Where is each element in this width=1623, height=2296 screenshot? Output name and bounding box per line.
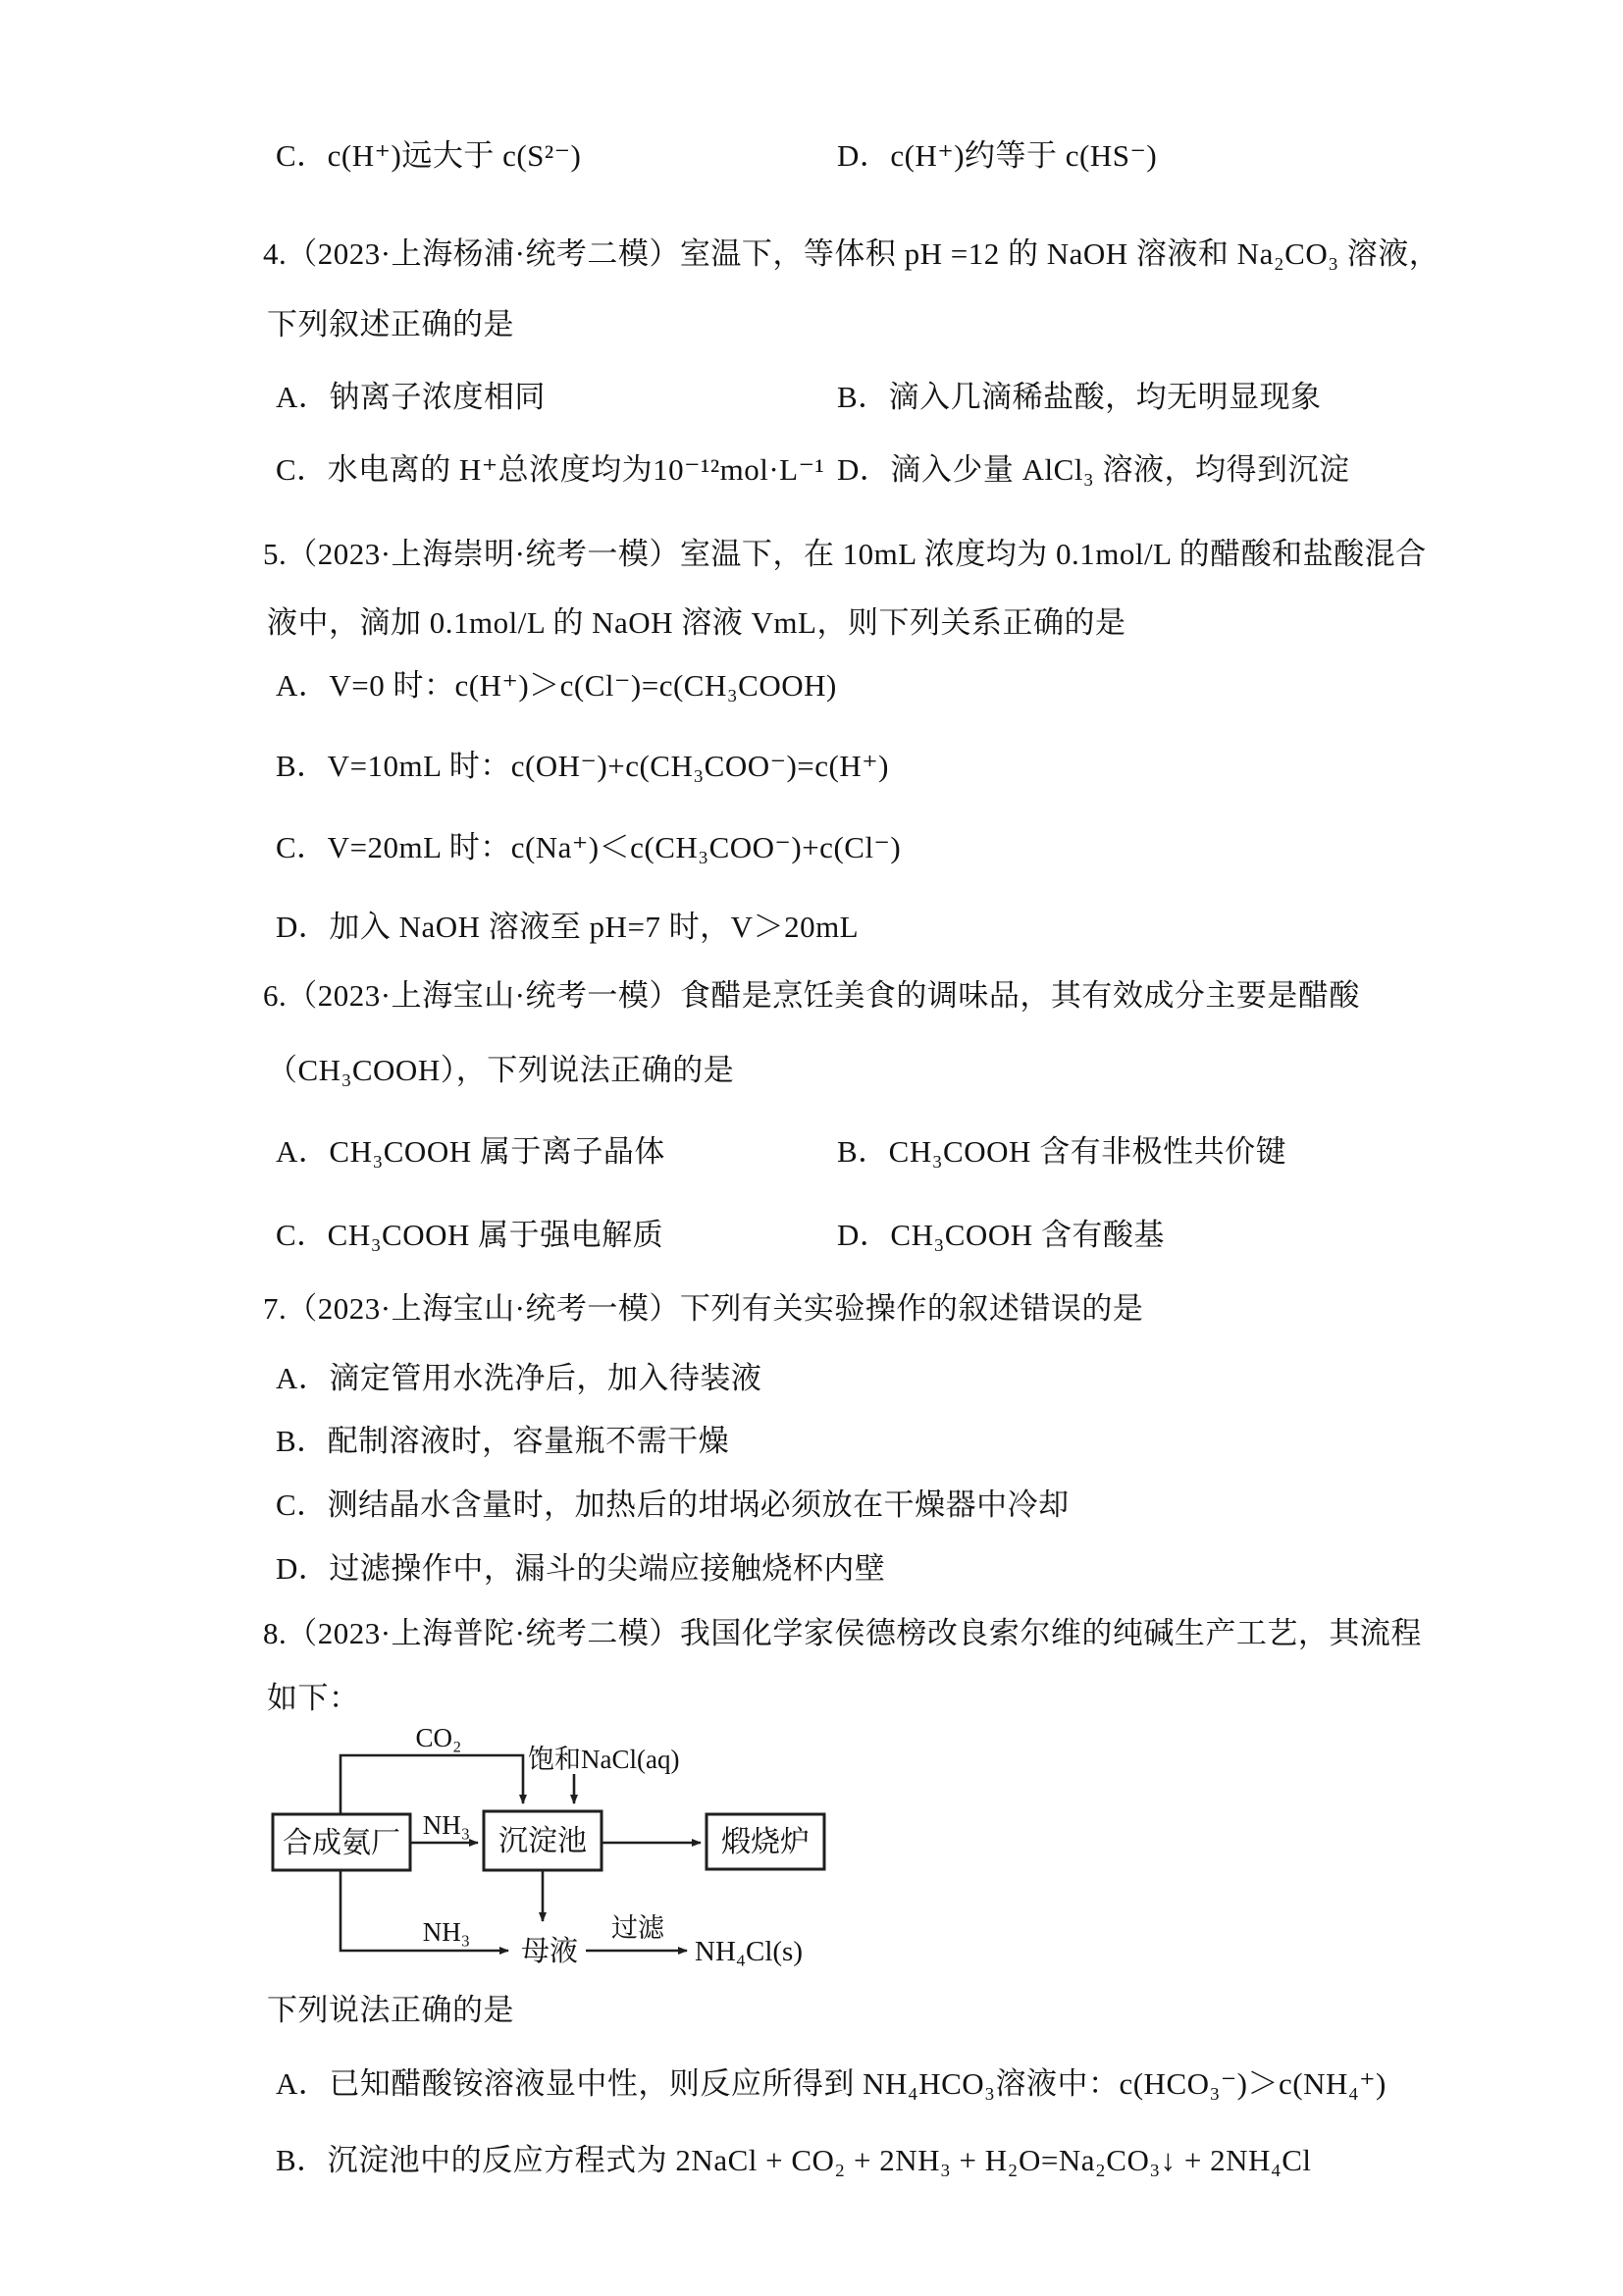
q7-option-c: C．测结晶水含量时，加热后的坩埚必须放在干燥器中冷却	[276, 1487, 1070, 1522]
nacl-feed-label: 饱和NaCl(aq)	[528, 1745, 680, 1774]
nh4cl-product-label: NH₄Cl(s)	[695, 1936, 803, 1967]
q4-option-d: D．滴入少量 AlCl₃ 溶液，均得到沉淀	[837, 452, 1350, 487]
q7-stem-line1: 7.（2023·上海宝山·统考一模）下列有关实验操作的叙述错误的是	[263, 1291, 1144, 1326]
q5-stem-line1: 5.（2023·上海崇明·统考一模）室温下，在 10mL 浓度均为 0.1mol/L 的醋酸和盐酸混合	[263, 537, 1427, 571]
q6-option-d: D．CH₃COOH 含有酸基	[837, 1218, 1165, 1252]
q3-option-d: D．c(H⁺)约等于 c(HS⁻)	[837, 138, 1158, 173]
q8-stem-line1: 8.（2023·上海普陀·统考二模）我国化学家侯德榜改良索尔维的纯碱生产工艺，其流程	[263, 1616, 1422, 1650]
q8-stem-line2: 如下：	[267, 1681, 360, 1715]
co2-label: CO₂	[415, 1723, 462, 1752]
q4-option-b: B．滴入几滴稀盐酸，均无明显现象	[837, 380, 1322, 414]
mother-liquor-label: 母液	[520, 1936, 579, 1967]
q8-option-b: B．沉淀池中的反应方程式为 2NaCl + CO₂ + 2NH₃ + H₂O=Na₂CO₃↓ + 2NH₄Cl	[276, 2143, 1312, 2177]
q6-stem-line1: 6.（2023·上海宝山·统考一模）食醋是烹饪美食的调味品，其有效成分主要是醋酸	[263, 978, 1360, 1013]
q8-lead-in: 下列说法正确的是	[267, 1993, 514, 2027]
q6-stem-line2: （CH₃COOH），下列说法正确的是	[267, 1053, 735, 1087]
filter-label: 过滤	[611, 1913, 664, 1943]
q5-option-b: B．V=10mL 时：c(OH⁻)+c(CH₃COO⁻)=c(H⁺)	[276, 749, 889, 783]
q4-option-c: C．水电离的 H⁺总浓度均为10⁻¹²mol·L⁻¹	[276, 452, 825, 487]
q3-option-c: C．c(H⁺)远大于 c(S²⁻)	[276, 138, 582, 173]
q4-stem-line1: 4.（2023·上海杨浦·统考二模）室温下，等体积 pH =12 的 NaOH 溶液和 Na₂CO₃ 溶液，	[263, 236, 1440, 271]
co2-recycle-arrow	[340, 1755, 523, 1814]
precipitation-tank-label: 沉淀池	[498, 1825, 587, 1857]
q4-stem-line2: 下列叙述正确的是	[267, 307, 514, 341]
q6-option-b: B．CH₃COOH 含有非极性共价键	[837, 1134, 1287, 1169]
q7-option-d: D．过滤操作中，漏斗的尖端应接触烧杯内壁	[276, 1551, 886, 1586]
q7-option-a: A．滴定管用水洗净后，加入待装液	[276, 1361, 762, 1395]
nh3-top-label: NH₃	[422, 1810, 471, 1840]
q5-option-a: A．V=0 时：c(H⁺)＞c(Cl⁻)=c(CH₃COOH)	[276, 668, 837, 703]
q6-option-c: C．CH₃COOH 属于强电解质	[276, 1218, 664, 1252]
q5-option-c: C．V=20mL 时：c(Na⁺)＜c(CH₃COO⁻)+c(Cl⁻)	[276, 830, 902, 864]
nh3-bottom-label: NH₃	[422, 1917, 471, 1947]
q6-option-a: A．CH₃COOH 属于离子晶体	[276, 1134, 665, 1169]
q5-stem-line2: 液中，滴加 0.1mol/L 的 NaOH 溶液 VmL，则下列关系正确的是	[267, 605, 1126, 640]
q7-option-b: B．配制溶液时，容量瓶不需干燥	[276, 1424, 730, 1458]
soda-process-flow-diagram	[245, 1723, 873, 1980]
q8-option-a: A．已知醋酸铵溶液显中性，则反应所得到 NH₄HCO₃溶液中：c(HCO₃⁻)＞c(NH₄⁺)	[276, 2066, 1387, 2101]
calcination-furnace-label: 煅烧炉	[721, 1826, 810, 1858]
q4-option-a: A．钠离子浓度相同	[276, 380, 546, 414]
q5-option-d: D．加入 NaOH 溶液至 pH=7 时，V＞20mL	[276, 910, 860, 944]
ammonia-plant-label: 合成氨厂	[283, 1827, 400, 1859]
